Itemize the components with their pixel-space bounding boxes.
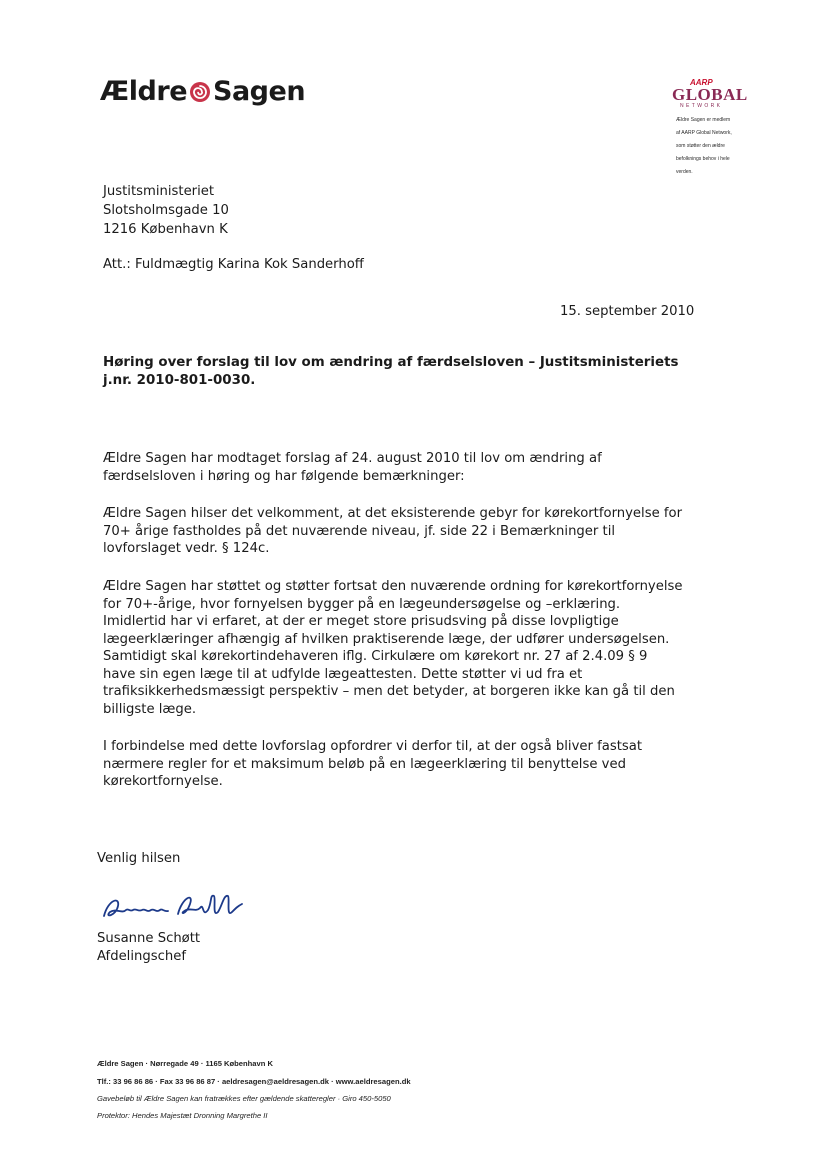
paragraph-3 <box>103 578 683 718</box>
paragraph-line: Imidlertid har vi erfaret, at der er meget store prisudsving på disse lovpligtige <box>103 614 619 629</box>
paragraph-line: have sin egen læge til at udfylde lægeattesten. Dette støtter vi ud fra et <box>103 666 583 682</box>
signatory <box>97 930 200 966</box>
letter-date: 15. september 2010 <box>560 304 695 319</box>
signatory-title: Afdelingschef <box>97 949 186 964</box>
closing-greeting: Venlig hilsen <box>97 851 181 866</box>
aarp-global-logo <box>672 78 764 109</box>
paragraph-line: trafiksikkerhedsmæssigt perspektiv – men det betyder, at borgeren ikke kan gå til den <box>103 684 675 699</box>
handwritten-signature <box>98 888 248 928</box>
paragraph-line: Samtidigt skal kørekortindehaveren iflg. Cirkulære om kørekort nr. 27 af 2.4.09 § 9 <box>103 649 648 664</box>
aarp-note-line: befolknings behov i hele <box>676 156 730 162</box>
network-label: NETWORK <box>680 103 723 109</box>
subject-line: j.nr. 2010-801-0030. <box>103 373 256 388</box>
address-line: 1216 København K <box>103 222 228 237</box>
letter-subject <box>103 354 678 390</box>
paragraph-line: for 70+-årige, hvor fornyelsen bygger på en lægeundersøgelse og –erklæring. <box>103 596 621 612</box>
paragraph-2 <box>103 505 682 558</box>
paragraph-line: I forbindelse med dette lovforslag opfordrer vi derfor til, at der også bliver fastsat <box>103 739 643 754</box>
paragraph-line: Ældre Sagen har støttet og støtter fortsat den nuværende ordning for kørekortfornyelse <box>103 579 683 594</box>
aarp-note <box>676 114 760 179</box>
paragraph-1 <box>103 450 602 485</box>
subject-line: Høring over forslag til lov om ændring af færdselsloven – Justitsministeriets <box>103 355 679 370</box>
paragraph-line: kørekortfornyelse. <box>103 774 223 789</box>
paragraph-line: 70+ årige fastholdes på det nuværende niveau, jf. side 22 i Bemærkninger til <box>103 523 616 539</box>
aeldre-sagen-logo <box>100 76 305 107</box>
paragraph-line: billigste læge. <box>103 701 197 717</box>
aarp-note-line: af AARP Global Network, <box>676 130 732 136</box>
paragraph-line: Ældre Sagen har modtaget forslag af 24. august 2010 til lov om ændring af <box>103 451 602 466</box>
attention-line: Att.: Fuldmægtig Karina Kok Sanderhoff <box>103 257 364 272</box>
paragraph-line: nærmere regler for et maksimum beløb på en lægeerklæring til benyttelse ved <box>103 756 626 772</box>
signatory-name: Susanne Schøtt <box>97 931 201 946</box>
aarp-note-line: som støtter den ældre <box>676 143 725 149</box>
logo-text-right: Sagen <box>213 76 306 107</box>
recipient-address <box>103 182 229 239</box>
logo-text-left: Ældre <box>100 76 188 107</box>
paragraph-line: færdselsloven i høring og har følgende bemærkninger: <box>103 468 465 484</box>
aarp-label: AARP <box>690 78 713 87</box>
aarp-note-line: verden. <box>676 169 693 175</box>
address-line: Slotsholmsgade 10 <box>103 203 229 218</box>
footer-contact: Tlf.: 33 96 86 86 · Fax 33 96 86 87 · aeldresagen@aeldresagen.dk · www.aeldresagen.dk <box>97 1077 411 1086</box>
paragraph-4 <box>103 738 642 791</box>
paragraph-line: Ældre Sagen hilser det velkomment, at det eksisterende gebyr for kørekortfornyelse for <box>103 506 683 521</box>
swirl-logo-icon <box>189 81 211 103</box>
address-line: Justitsministeriet <box>103 184 215 199</box>
footer-tax-note: Gavebeløb til Ældre Sagen kan fratrækkes efter gældende skatteregler · Giro 450-5050 <box>97 1094 391 1103</box>
footer-address: Ældre Sagen · Nørregade 49 · 1165 København K <box>97 1059 273 1068</box>
paragraph-line: lægeerklæringer afhængig af hvilken praktiserende læge, der udfører undersøgelsen. <box>103 631 670 647</box>
paragraph-line: lovforslaget vedr. § 124c. <box>103 541 270 556</box>
global-label: GLOBAL <box>672 85 748 104</box>
aarp-note-line: Ældre Sagen er medlem <box>676 117 731 123</box>
footer-patron: Protektor: Hendes Majestæt Dronning Margrethe II <box>97 1111 268 1120</box>
